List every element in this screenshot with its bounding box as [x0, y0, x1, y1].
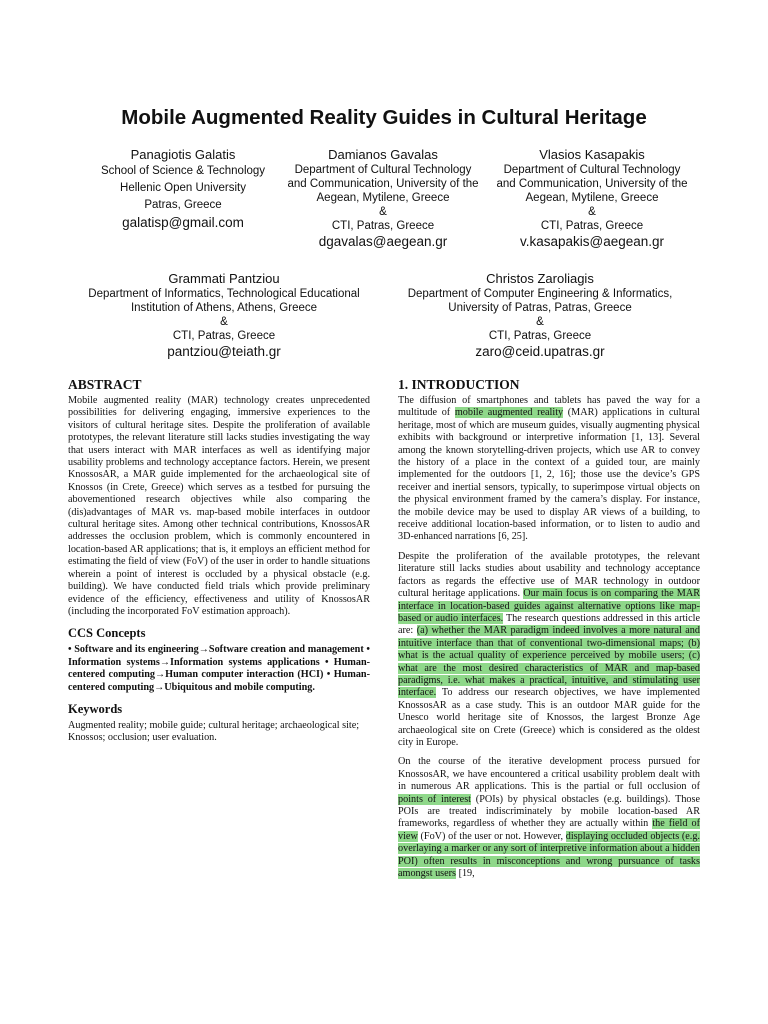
text-run: To address our research objectives, we have implemented KnossosAR as a case study. This is an outdoor MAR guide for the Unesco world heritage site of Knossos, the largest Bronze Age archaeological site on Crete (Greece) which is considered as the oldest city in Europe.	[398, 687, 700, 748]
text-run: (POIs) by physical obstacles (e.g. buildings). Those POIs are treated indiscriminately by mobile location-based AR frameworks, regardless of whether they are actually within	[398, 793, 700, 830]
abstract-heading: ABSTRACT	[68, 377, 142, 392]
author-name: Panagiotis Galatis	[130, 147, 236, 162]
keywords-heading: Keywords	[68, 701, 123, 716]
text-run: Despite the proliferation of the available prototypes, the relevant literature still lacks studies about usability and technology acceptance factors as regards the effective use of MAR technology in outdoor cultural heritage applications.	[398, 550, 700, 600]
abstract-text: Mobile augmented reality (MAR) technology creates unprecedented possibilities for delivering engaging, immersive experiences to the visitors of cultural heritage sites. Despite the proliferation of available prototypes, the relevant literature still lacks studies investigating the way that users interact with MAR interfaces as well as identifying major usability problems and technology acceptance factors. Herein, we present KnossosAR, a MAR guide implemented for the archaeological site of Knossos (in Crete, Greece) which serves as a testbed for pursuing the abovementioned research objectives while also comparing the (dis)advantages of MAR vs. map-based mobile interfaces in outdoor cultural heritage sites. Among other technical contributions, KnossosAR addresses the occlusion problem, which is commonly encountered in location-based AR applications; that is, it employs an efficient method for estimating the field of view (FoV) of the user in order to handle situations wherein a point of interest is occluded by a physical obstacle (e.g. building). We have conducted field trials which provide preliminary evidence of the efficiency, effectiveness and utility of KnossosAR (including the incorporated FoV estimation approach).	[68, 395, 370, 617]
author-affiliation: Department of Cultural Technology and Communication, University of the Aegean, Mytilene, Greece & CTI, Patras, Greece	[287, 164, 479, 232]
author-name: Vlasios Kasapakis	[539, 147, 645, 162]
author-block	[276, 146, 490, 251]
introduction-heading: 1. INTRODUCTION	[398, 377, 520, 392]
author-email[interactable]: v.kasapakis@aegean.gr	[519, 234, 665, 249]
author-email[interactable]: galatisp@gmail.com	[122, 215, 244, 230]
text-run: On the course of the iterative development process pursued for KnossosAR, we have encountered a critical usability problem dealt with in numerous AR applications. This is the partial or full occlusion of	[398, 756, 700, 793]
author-name: Christos Zaroliagis	[486, 271, 594, 286]
author-affiliation: Department of Informatics, Technological Educational Institution of Athens, Athens, Greece & CTI, Patras, Greece	[88, 288, 360, 342]
highlight: points of interest	[398, 793, 471, 805]
ccs-text: • Software and its engineering→Software creation and management • Information systems→Information systems applications • Human-centered computing→Human computer interaction (HCI) • Human-centered computing→Ubiquitous and mobile computing.	[68, 644, 370, 693]
highlight: (a) whether the MAR paradigm indeed involves a more natural and intuitive interface than that of conventional two-dimensional maps; (b) what is the actual quality of experience perceived by mobile users; (c) what are the most desired characteristics of MAR and map-based paradigms, i.e. what makes a practical, intuitive, and stimulating user interface.	[398, 625, 700, 699]
text-run: The diffusion of smartphones and tablets has paved the way for a multitude of	[398, 395, 700, 419]
text-run: (FoV) of the user or not. However,	[417, 830, 566, 842]
author-affiliation: Department of Cultural Technology and Communication, University of the Aegean, Mytilene, Greece & CTI, Patras, Greece	[496, 164, 688, 232]
author-name: Grammati Pantziou	[168, 271, 280, 286]
intro-paragraph-2	[398, 551, 700, 750]
right-column	[398, 377, 700, 887]
text-run: [19,	[456, 868, 475, 880]
ccs-heading: CCS Concepts	[68, 626, 146, 641]
author-email[interactable]: pantziou@teiath.gr	[167, 344, 281, 359]
author-block	[74, 270, 374, 361]
highlight: mobile augmented reality	[454, 407, 564, 419]
highlight: the field of view	[398, 818, 700, 842]
left-column	[68, 377, 370, 752]
author-block	[487, 146, 697, 251]
author-email[interactable]: zaro@ceid.upatras.gr	[475, 344, 605, 359]
text-run: The research questions addressed in this article are:	[398, 612, 700, 637]
author-affiliation: Department of Computer Engineering & Informatics, University of Patras, Patras, Greece & CTI, Patras, Greece	[407, 288, 673, 342]
intro-paragraph-1	[398, 395, 700, 544]
highlight: Our main focus is on comparing the MAR interface in location-based guides against alternative options like map-based or audio interfaces.	[398, 588, 701, 624]
paper-title: Mobile Augmented Reality Guides in Cultural Heritage	[121, 106, 647, 129]
text-run: (MAR) applications in cultural heritage, most of which are museum guides, visually augmenting physical exhibits with background or interpretive information [1, 13]. Several among the known storytelling-driven projects, which use AR to convey the history of a place in the context of a guided tour, are mainly implemented for the outdoors [1, 2, 16]; those use the device’s GPS receiver and inertial sensors, typically, to superimpose virtual objects on the physical environment framed by the camera’s display. For instance, the mobile device may be used to display AR views of a building, to receive additional location-based information, or to listen to audio and 3D-enhanced narrations [6, 25].	[398, 407, 700, 543]
author-affiliation: School of Science & Technology Hellenic Open University Patras, Greece	[100, 165, 266, 211]
author-block	[78, 146, 288, 232]
intro-paragraph-3	[398, 756, 700, 880]
author-name: Damianos Gavalas	[328, 147, 438, 162]
author-block	[390, 270, 690, 361]
author-email[interactable]: dgavalas@aegean.gr	[318, 234, 448, 249]
highlight: displaying occluded objects (e.g. overlaying a marker or any sort of interpretive information about a hidden POI) often results in misconceptions and wrong pursuance of tasks amongst users	[398, 830, 700, 880]
keywords-text: Augmented reality; mobile guide; cultural heritage; archaeological site; Knossos; occlusion; user evaluation.	[68, 719, 360, 744]
